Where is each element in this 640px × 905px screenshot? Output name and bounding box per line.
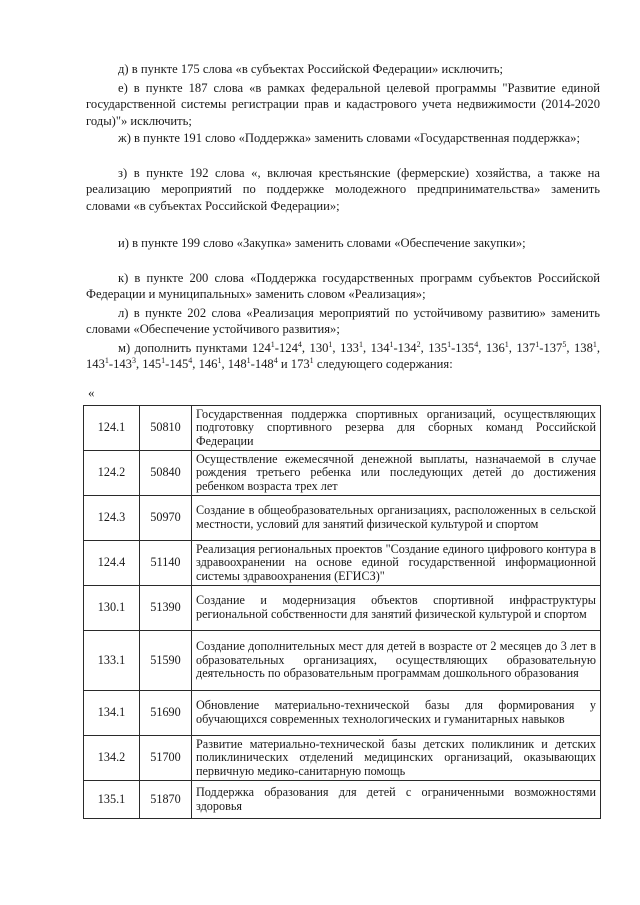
row-description: Поддержка образования для детей с ограниченными возможностями здоровья bbox=[192, 781, 601, 819]
row-code: 50970 bbox=[140, 496, 192, 541]
item-range: $138^1$, bbox=[574, 339, 601, 355]
amendment-i: и) в пункте 199 слово «Закупка» заменить словами «Обеспечение закупки»; bbox=[118, 236, 526, 250]
row-number: 124.3 bbox=[84, 496, 140, 541]
row-code: 51390 bbox=[140, 586, 192, 631]
item-range: $173^1$ bbox=[290, 356, 314, 372]
row-code: 51700 bbox=[140, 736, 192, 781]
row-description: Создание дополнительных мест для детей в возрасте от 2 месяцев до 3 лет в образовательных организациях, осуществляющих образовательную деятельность по образовательным программам дошкольного образования bbox=[192, 631, 601, 691]
item-range: $145^1-145^4$, bbox=[142, 356, 199, 372]
row-number: 134.1 bbox=[84, 691, 140, 736]
amendment-k: к) в пункте 200 слова «Поддержка государственных программ субъектов Российской Федерации и муниципальных» заменить словом «Реализация»; bbox=[86, 271, 600, 302]
table-row bbox=[84, 586, 601, 631]
item-range: $148^1-148^4$ и bbox=[227, 356, 291, 372]
table-row bbox=[84, 781, 601, 819]
amendment-m-tail: следующего содержания: bbox=[316, 357, 453, 372]
amendment-m-lead: м) дополнить пунктами bbox=[118, 341, 252, 355]
table-row bbox=[84, 541, 601, 586]
row-code: 51140 bbox=[140, 541, 192, 586]
codes-table-body bbox=[84, 406, 601, 819]
item-range: $137^1-137^5$, bbox=[516, 339, 574, 355]
table-row bbox=[84, 631, 601, 691]
amendment-l: л) в пункте 202 слова «Реализация мероприятий по устойчивому развитию» заменить словами «Обеспечение устойчивого развития»; bbox=[86, 306, 600, 337]
row-description: Развитие материально-технической базы детских поликлиник и детских поликлинических отделений медицинских организаций, оказывающих первичную медико-санитарную помощь bbox=[192, 736, 601, 781]
row-number: 124.4 bbox=[84, 541, 140, 586]
amendment-m bbox=[86, 340, 600, 373]
item-range: $135^1-135^4$, bbox=[428, 339, 486, 355]
row-number: 124.2 bbox=[84, 451, 140, 496]
row-description: Реализация региональных проектов "Создание единого цифрового контура в здравоохранении на основе единой государственной информационной системы здравоохранения (ЕГИСЗ)" bbox=[192, 541, 601, 586]
item-range: $134^1-134^2$, bbox=[370, 339, 429, 355]
item-range: $143^1-143^3$, bbox=[86, 356, 143, 372]
item-range: $130^1$, bbox=[309, 339, 341, 355]
row-number: 133.1 bbox=[84, 631, 140, 691]
table-row bbox=[84, 691, 601, 736]
row-number: 135.1 bbox=[84, 781, 140, 819]
item-range: $124^1-124^4$, bbox=[251, 339, 310, 355]
row-description: Осуществление ежемесячной денежной выплаты, назначаемой в случае рождения третьего ребенка или последующих детей до достижения ребенком возраста трех лет bbox=[192, 451, 601, 496]
item-range: $136^1$, bbox=[485, 339, 517, 355]
amendment-z: з) в пункте 192 слова «, включая крестьянские (фермерские) хозяйства, а также на реализацию мероприятий по поддержке молодежного предпринимательства» заменить словами «в субъектах Российской Федерации»; bbox=[86, 166, 600, 213]
row-number: 130.1 bbox=[84, 586, 140, 631]
item-range: $146^1$, bbox=[198, 356, 228, 372]
amendment-zh: ж) в пункте 191 слово «Поддержка» заменить словами «Государственная поддержка»; bbox=[118, 131, 580, 145]
item-range: $133^1$, bbox=[340, 339, 371, 355]
row-description: Создание и модернизация объектов спортивной инфраструктуры региональной собственности для занятий физической культурой и спортом bbox=[192, 586, 601, 631]
row-number: 134.2 bbox=[84, 736, 140, 781]
row-code: 50840 bbox=[140, 451, 192, 496]
row-code: 51690 bbox=[140, 691, 192, 736]
row-description: Создание в общеобразовательных организациях, расположенных в сельской местности, условий для занятий физической культурой и спортом bbox=[192, 496, 601, 541]
table-row bbox=[84, 451, 601, 496]
row-description: Обновление материально-технической базы для формирования у обучающихся современных технологических и гуманитарных навыков bbox=[192, 691, 601, 736]
row-code: 51870 bbox=[140, 781, 192, 819]
row-number: 124.1 bbox=[84, 406, 140, 451]
row-code: 50810 bbox=[140, 406, 192, 451]
codes-table bbox=[83, 405, 601, 819]
table-row bbox=[84, 496, 601, 541]
table-row bbox=[84, 406, 601, 451]
amendment-e: е) в пункте 187 слова «в рамках федеральной целевой программы "Развитие единой государственной системы регистрации прав и кадастрового учета недвижимости (2014-2020 годы)"» исключить; bbox=[86, 81, 600, 128]
table-row bbox=[84, 736, 601, 781]
amendment-d: д) в пункте 175 слова «в субъектах Российской Федерации» исключить; bbox=[118, 62, 503, 76]
row-description: Государственная поддержка спортивных организаций, осуществляющих подготовку спортивного резерва для сборных команд Российской Федерации bbox=[192, 406, 601, 451]
row-code: 51590 bbox=[140, 631, 192, 691]
opening-quote: « bbox=[88, 385, 95, 400]
